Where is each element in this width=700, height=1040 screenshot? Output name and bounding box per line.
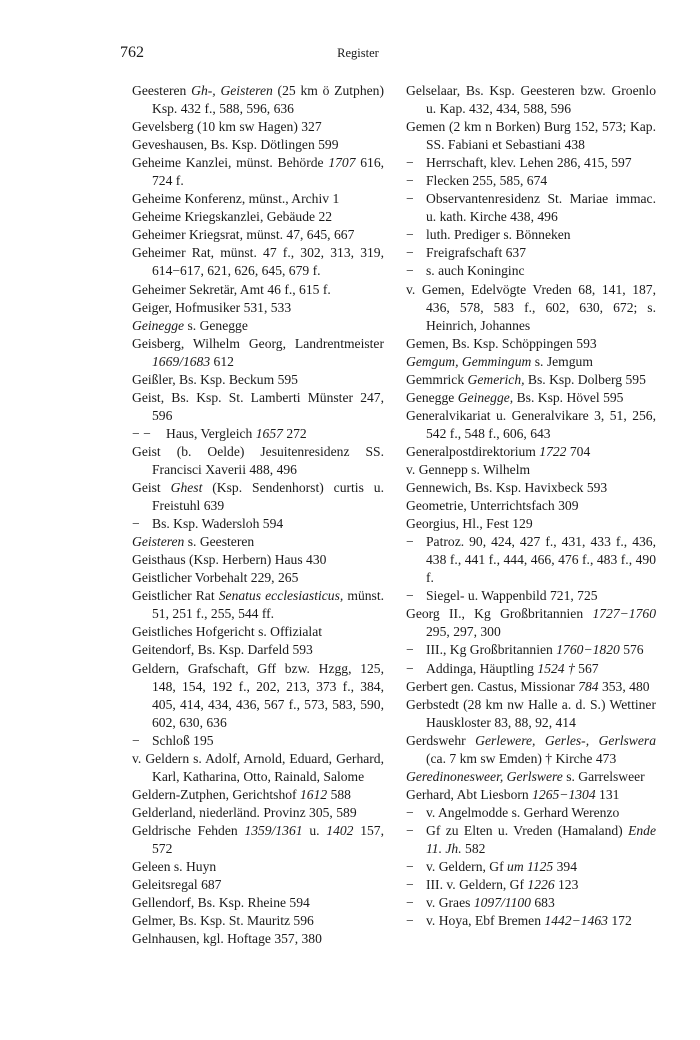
entry-text: Georg II., Kg Großbritannien (406, 606, 593, 622)
index-entry (406, 605, 656, 641)
entry-text: Geldrische Fehden (132, 822, 245, 838)
index-entry (406, 678, 656, 696)
index-entry (132, 190, 384, 208)
entry-text-italic: 784 (578, 678, 599, 694)
index-entry (132, 587, 384, 623)
subentry-dash: − (132, 516, 140, 532)
subentry-dash: − (406, 263, 414, 279)
entry-text: Geveshausen, Bs. Ksp. Dötlingen 599 (132, 137, 339, 153)
index-subentry (406, 822, 656, 858)
entry-text-italic: Ende 11. Jh. (426, 822, 656, 856)
entry-text: v. Gemen, Edelvögte Vreden 68, 141, 187, 436, 578, 583 f., 602, 630, 672; s. Heinrich, Johannes (406, 281, 656, 333)
entry-text-italic: Senatus ecclesiasticus, (218, 588, 344, 604)
entry-text: 123 (554, 877, 579, 893)
index-entry (406, 371, 656, 389)
running-title: Register (337, 46, 379, 60)
entry-text: Geheime Kanzlei, münst. Behörde (132, 155, 329, 171)
entry-text: Gemen, Bs. Ksp. Schöppingen 593 (406, 335, 597, 351)
subentry-dash: − (406, 859, 414, 875)
index-subentry (406, 804, 656, 822)
entry-text-italic: 1727−1760 (592, 606, 656, 622)
entry-text: 272 (282, 425, 307, 441)
subentry-dash: − (406, 227, 414, 243)
entry-text-italic: 1722 (539, 443, 567, 459)
entry-text: Bs. Ksp. Wadersloh 594 (152, 516, 284, 532)
index-entry (132, 479, 384, 515)
index-entry (132, 299, 384, 317)
index-entry (406, 407, 656, 443)
entry-text: Geesteren (132, 83, 192, 98)
entry-text: Geitendorf, Bs. Ksp. Darfeld 593 (132, 642, 313, 658)
subentry-dash: − (406, 895, 414, 911)
entry-text: III., Kg Großbritannien (426, 642, 557, 658)
entry-text: münst. 51, 251 f., 255, 544 ff. (152, 588, 384, 622)
subentry-dash: − (406, 822, 414, 838)
subentry-dash: − (406, 191, 414, 207)
entry-text: Genegge (406, 389, 458, 405)
index-subentry (406, 660, 656, 678)
subentry-dash: − − (132, 425, 151, 441)
entry-text: Patroz. 90, 424, 427 f., 431, 433 f., 436, 438 f., 441 f., 444, 466, 476 f., 483 f., 490 f. (426, 534, 656, 586)
entry-text: Gelderland, niederländ. Provinz 305, 589 (132, 804, 357, 820)
entry-text: Geist (b. Oelde) Jesuitenresidenz SS. Francisci Xaverii 488, 496 (132, 443, 384, 477)
index-subentry (132, 732, 384, 750)
subentry-dash: − (406, 155, 414, 171)
entry-text: Geistliches Hofgericht s. Offizialat (132, 624, 323, 640)
index-entry (406, 118, 656, 154)
index-subentry (132, 515, 384, 533)
entry-text: 157, 572 (152, 822, 384, 856)
index-entry (132, 786, 384, 804)
entry-text: 394 (553, 859, 578, 875)
index-entry (132, 443, 384, 479)
page-number: 762 (120, 44, 144, 61)
entry-text: 567 (574, 660, 599, 676)
entry-text-italic: 1524 † (537, 660, 575, 676)
entry-text: Geheimer Kriegsrat, münst. 47, 645, 667 (132, 227, 355, 243)
entry-text-italic: 1657 (255, 425, 283, 441)
entry-text-italic: 1097/1100 (473, 895, 531, 911)
entry-text: v. Angelmodde s. Gerhard Werenzo (426, 804, 620, 820)
index-entry (406, 281, 656, 335)
entry-text: Gelselaar, Bs. Ksp. Geesteren bzw. Groenlo u. Kap. 432, 434, 588, 596 (406, 83, 656, 117)
index-subentry (406, 190, 656, 226)
entry-text: Geißler, Bs. Ksp. Beckum 595 (132, 371, 298, 387)
entry-text: (Ksp. Sendenhorst) curtis u. Freistuhl 639 (152, 480, 384, 514)
entry-text: Gemmrick (406, 371, 468, 387)
subentry-dash: − (406, 804, 414, 820)
entry-text: s. Geesteren (184, 534, 255, 550)
index-entry (132, 912, 384, 930)
entry-text: s. Jemgum (531, 353, 593, 369)
entry-text: Bs. Ksp. Dolberg 595 (524, 371, 646, 387)
entry-text-italic: Geinegge, (457, 389, 514, 405)
index-entry (132, 154, 384, 190)
entry-text: (25 km ö Zutphen) Ksp. 432 f., 588, 596, 636 (152, 83, 384, 117)
subentry-dash: − (406, 245, 414, 261)
entry-text: Gelmer, Bs. Ksp. St. Mauritz 596 (132, 913, 314, 929)
index-entry (132, 551, 384, 569)
entry-text: Geheime Konferenz, münst., Archiv 1 (132, 191, 340, 207)
index-subentry (406, 858, 656, 876)
entry-text: Gemen (2 km n Borken) Burg 152, 573; Kap. SS. Fabiani et Sebastiani 438 (406, 119, 656, 153)
entry-text-italic: Geisteren (132, 534, 185, 550)
index-entry (132, 208, 384, 226)
entry-text: Geheimer Sekretär, Amt 46 f., 615 f. (132, 281, 331, 297)
subentry-dash: − (406, 534, 414, 550)
entry-text-italic: Gerlewere, Gerles-, Gerlswera (475, 732, 656, 748)
entry-text: v. Gennepp s. Wilhelm (406, 461, 531, 477)
entry-text: Geiger, Hofmusiker 531, 533 (132, 299, 292, 315)
entry-text-italic: 1402 (326, 822, 354, 838)
index-entry (406, 82, 656, 118)
entry-text: Gevelsberg (10 km sw Hagen) 327 (132, 119, 322, 135)
entry-text: u. (302, 822, 327, 838)
index-subentry (406, 533, 656, 587)
index-entry (406, 696, 656, 732)
entry-text-italic: um 1125 (507, 859, 554, 875)
entry-text: III. v. Geldern, Gf (426, 877, 528, 893)
entry-text-italic: 1760−1820 (556, 642, 620, 658)
entry-text: s. Genegge (184, 317, 248, 333)
index-column-right (406, 82, 656, 930)
entry-text: 683 (530, 895, 555, 911)
entry-text: Gellendorf, Bs. Ksp. Rheine 594 (132, 895, 310, 911)
index-entry (132, 118, 384, 136)
entry-text-italic: Ghest (170, 480, 203, 496)
entry-text: Bs. Ksp. Hövel 595 (513, 389, 624, 405)
entry-text: 131 (595, 786, 620, 802)
entry-text: s. auch Koninginc (426, 263, 525, 279)
entry-text: Geistlicher Vorbehalt 229, 265 (132, 570, 299, 586)
entry-text-italic: Geinegge (132, 317, 185, 333)
index-subentry (406, 244, 656, 262)
index-subentry (406, 912, 656, 930)
entry-text: Gerdswehr (406, 732, 476, 748)
index-entry (132, 641, 384, 659)
entry-text: Geldern, Grafschaft, Gff bzw. Hzgg, 125, 148, 154, 192 f., 202, 213, 373 f., 384, 405, 414, 434, 436, 567 f., 573, 583, 590, 602, 630, 636 (132, 660, 384, 730)
entry-text: Geheimer Rat, münst. 47 f., 302, 313, 319, 614−617, 621, 626, 645, 679 f. (132, 245, 384, 279)
entry-text: Geist, Bs. Ksp. St. Lamberti Münster 247, 596 (132, 389, 384, 423)
index-subentry (406, 587, 656, 605)
index-subentry (406, 876, 656, 894)
index-entry (132, 876, 384, 894)
entry-text: v. Geldern s. Adolf, Arnold, Eduard, Gerhard, Karl, Katharina, Otto, Rainald, Salome (132, 750, 384, 784)
entry-text-italic: Gemerich, (467, 371, 525, 387)
index-entry (406, 461, 656, 479)
entry-text: Addinga, Häuptling (426, 660, 538, 676)
index-entry (406, 389, 656, 407)
entry-text-italic: 1442−1463 (544, 913, 608, 929)
entry-text: 353, 480 (598, 678, 650, 694)
entry-text: Geist (132, 480, 171, 496)
index-entry (406, 497, 656, 515)
index-entry (406, 732, 656, 768)
index-subentry (406, 262, 656, 280)
index-subentry (406, 641, 656, 659)
entry-text: Flecken 255, 585, 674 (426, 173, 548, 189)
entry-text: Geleen s. Huyn (132, 859, 217, 875)
entry-text: v. Graes (426, 895, 474, 911)
entry-text-italic: Gemgum, Gemmingum (406, 353, 532, 369)
entry-text: Geisthaus (Ksp. Herbern) Haus 430 (132, 552, 327, 568)
entry-text: Observantenresidenz St. Mariae immac. u. kath. Kirche 438, 496 (426, 191, 656, 225)
entry-text: Schloß 195 (152, 732, 214, 748)
entry-text: luth. Prediger s. Bönneken (426, 227, 571, 243)
entry-text: 582 (461, 840, 486, 856)
subentry-dash: − (406, 660, 414, 676)
index-entry (406, 515, 656, 533)
entry-text: Georgius, Hl., Fest 129 (406, 516, 533, 532)
subentry-dash: − (132, 732, 140, 748)
entry-text-italic: 1612 (299, 786, 328, 802)
entry-text: 576 (619, 642, 644, 658)
entry-text: 588 (327, 786, 351, 802)
index-entry (132, 894, 384, 912)
subentry-dash: − (406, 642, 414, 658)
index-entry (132, 317, 384, 335)
entry-text-italic: Geredinonesweer, Gerlswere (406, 768, 563, 784)
entry-text: v. Geldern, Gf (426, 859, 508, 875)
index-column-left (132, 82, 384, 948)
entry-text: Gf zu Elten u. Vreden (Hamaland) (426, 822, 629, 838)
index-entry (132, 226, 384, 244)
index-entry (132, 335, 384, 371)
entry-text: Gerbert gen. Castus, Missionar (406, 678, 579, 694)
entry-text: 616, 724 f. (152, 155, 385, 189)
index-entry (132, 623, 384, 641)
entry-text: Geometrie, Unterrichtsfach 309 (406, 498, 579, 514)
index-entry (406, 479, 656, 497)
index-entry (132, 281, 384, 299)
index-entry (406, 335, 656, 353)
index-subentry (406, 226, 656, 244)
index-entry (132, 750, 384, 786)
entry-text: Generalvikariat u. Generalvikare 3, 51, 256, 542 f., 548 f., 606, 643 (406, 407, 656, 441)
entry-text: Geisberg, Wilhelm Georg, Landrentmeister (132, 335, 384, 351)
index-entry (406, 786, 656, 804)
index-entry (132, 930, 384, 948)
entry-text: Haus, Vergleich (166, 425, 256, 441)
subentry-dash: − (406, 913, 414, 929)
index-subentry (406, 172, 656, 190)
entry-text: Geheime Kriegskanzlei, Gebäude 22 (132, 209, 333, 225)
entry-text-italic: 1669/1683 (152, 353, 211, 369)
entry-text: 295, 297, 300 (426, 624, 501, 640)
index-entry (132, 136, 384, 154)
index-entry (132, 533, 384, 551)
page-header (120, 44, 596, 68)
subentry-dash: − (406, 588, 414, 604)
entry-text-italic: 1359/1361 (244, 822, 303, 838)
index-entry (406, 353, 656, 371)
entry-text: Siegel- u. Wappenbild 721, 725 (426, 588, 598, 604)
entry-text: Generalpostdirektorium (406, 443, 540, 459)
index-entry (132, 569, 384, 587)
entry-text: Geistlicher Rat (132, 588, 219, 604)
index-subentry (132, 425, 384, 443)
index-entry (132, 389, 384, 425)
index-entry (406, 768, 656, 786)
subentry-dash: − (406, 877, 414, 893)
entry-text: Geleitsregal 687 (132, 877, 222, 893)
index-entry (132, 822, 384, 858)
index-entry (132, 858, 384, 876)
entry-text: Geldern-Zutphen, Gerichtshof (132, 786, 300, 802)
entry-text: Gerbstedt (28 km nw Halle a. d. S.) Wettiner Hauskloster 83, 88, 92, 414 (406, 696, 656, 730)
entry-text-italic: Gh-, Geisteren (191, 83, 273, 98)
subentry-dash: − (406, 173, 414, 189)
entry-text-italic: 1265−1304 (532, 786, 596, 802)
index-entry (406, 443, 656, 461)
index-entry (132, 82, 384, 118)
entry-text: (ca. 7 km sw Emden) † Kirche 473 (426, 750, 617, 766)
entry-text: 704 (566, 443, 591, 459)
index-entry (132, 660, 384, 732)
entry-text: Gerhard, Abt Liesborn (406, 786, 533, 802)
index-subentry (406, 154, 656, 172)
entry-text: s. Garrelsweer (562, 768, 645, 784)
entry-text-italic: 1226 (527, 877, 555, 893)
index-entry (132, 244, 384, 280)
index-entry (132, 804, 384, 822)
entry-text-italic: 1707 (328, 155, 356, 171)
entry-text: Freigrafschaft 637 (426, 245, 527, 261)
index-entry (132, 371, 384, 389)
entry-text: 612 (210, 353, 234, 369)
entry-text: v. Hoya, Ebf Bremen (426, 913, 545, 929)
index-subentry (406, 894, 656, 912)
entry-text: Gennewich, Bs. Ksp. Havixbeck 593 (406, 480, 608, 496)
entry-text: Gelnhausen, kgl. Hoftage 357, 380 (132, 931, 322, 947)
entry-text: 172 (607, 913, 632, 929)
entry-text: Herrschaft, klev. Lehen 286, 415, 597 (426, 155, 632, 171)
